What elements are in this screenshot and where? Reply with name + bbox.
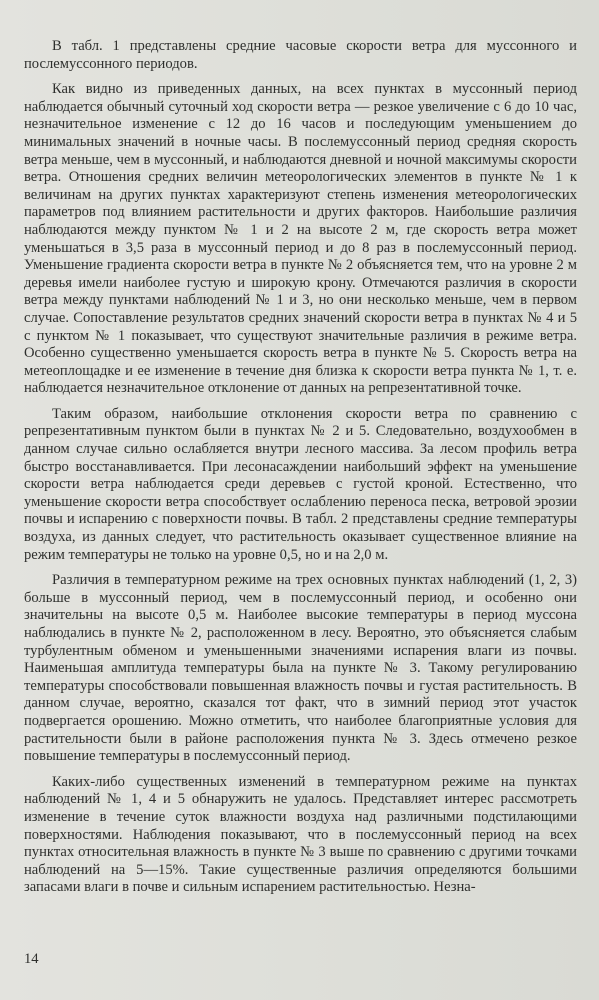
paragraph-5: Каких-либо существенных изменений в температурном режиме на пунктах наблюдений № 1, 4 и 5 обнаружить не удалось. Представляет интерес рассмотреть изменение в течение суток влажности воздуха над различными подстилающими поверхностями. Наблюдения показывают, что в послемуссонный период на всех пунктах относительная влажность в пункте № 3 выше по сравнению с другими точками наблюдений на 5—15%. Такие существенные различия определяются большими запасами влаги в почве и сильным испарением растительностью. Незна- <box>24 773 577 896</box>
paragraph-4: Различия в температурном режиме на трех основных пунктах наблюдений (1, 2, 3) больше в муссонный период, чем в послемуссонный период, и особенно они значительны на высоте 0,5 м. Наиболее высокие температуры в период муссона наблюдались в пункте № 2, расположенном в лесу. Вероятно, это объясняется слабым турбулентным обменом и уменьшенными значениями испарения влаги из почвы. Наименьшая амплитуда температуры была на пункте № 3. Такому регулированию температуры способствовали повышенная влажность почвы и густая растительность. В данном случае, вероятно, сказался тот факт, что в зимний период этот участок подвергается орошению. Можно отметить, что наиболее благоприятные условия для растительности были в районе расположения пункта № 3. Здесь отмечено резкое повышение температуры в послемуссонный период. <box>24 572 577 765</box>
page-number: 14 <box>24 951 39 967</box>
paragraph-3: Таким образом, наибольшие отклонения скорости ветра по сравнению с репрезентативным пунктом были в пунктах № 2 и 5. Следовательно, воздухообмен в данном случае сильно ослабляется внутри лесного массива. За лесом профиль ветра быстро восстанавливается. При лесонасаждении наибольший эффект на уменьшение скорости ветра наблюдается среди деревьев с густой кроной. Естественно, что уменьшение скорости ветра способствует ослаблению переноса песка, ветровой эрозии почвы и испарению с поверхности почвы. В табл. 2 представлены средние температуры воздуха, из данных следует, что растительность оказывает существенное влияние на режим температуры не только на уровне 0,5, но и на 2,0 м. <box>24 405 577 563</box>
paragraph-2: Как видно из приведенных данных, на всех пунктах в муссонный период наблюдается обычный суточный ход скорости ветра — резкое увеличение с 6 до 10 час, незначительное изменение с 12 до 16 часов и последующим уменьшением до минимальных значений в ночные часы. В послемуссонный период средняя скорость ветра меньше, чем в муссонный, и наблюдаются дневной и ночной максимумы скорости ветра. Отношения средних величин метеорологических элементов в пункте № 1 к величинам на других пунктах характеризуют степень изменения метеорологических параметров под влиянием растительности и других факторов. Наибольшие различия наблюдаются между пунктом № 1 и 2 на высоте 2 м, где скорость ветра может уменьшаться в 3,5 раза в муссонный период и до 8 раз в послемуссонный период. Уменьшение градиента скорости ветра в пункте № 2 объясняется тем, что на уровне 2 м деревья имели наиболее густую и широкую крону. Отмечаются различия в скорости ветра между пунктами наблюдений № 1 и 3, но они несколько меньше, чем в первом случае. Сопоставление результатов средних значений скорости ветра в пунктах № 4 и 5 с пунктом № 1 показывает, что существуют значительные различия в режиме ветра. Особенно существенно уменьшается скорость ветра в пункте № 5. Скорость ветра на метеоплощадке и ее изменение в течение дня близка к скорости ветра пункта № 1, т. е. наблюдается незначительное отклонение от данных на репрезентативной точке. <box>24 81 577 397</box>
paragraph-1: В табл. 1 представлены средние часовые скорости ветра для муссонного и послемуссонного периодов. <box>24 38 577 72</box>
